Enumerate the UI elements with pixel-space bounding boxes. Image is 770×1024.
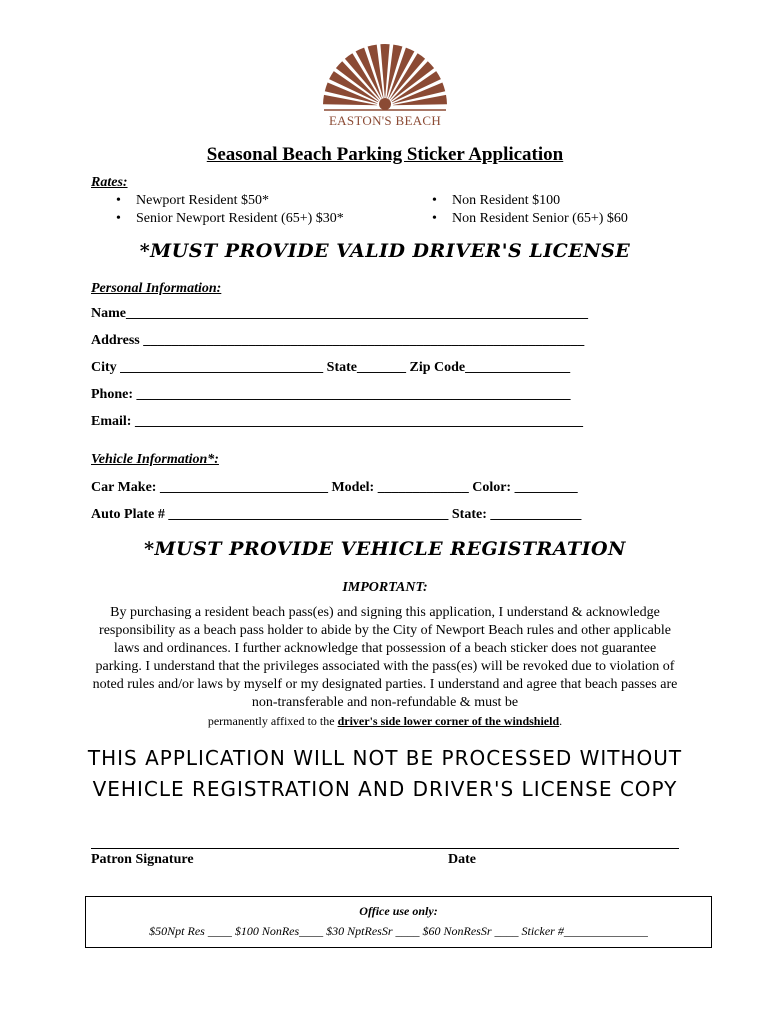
phone-field[interactable]: Phone: ______________________________________________________________ (91, 387, 571, 402)
last-line-suffix: . (559, 714, 563, 728)
rate-item: • Non Resident Senior (65+) $60 (452, 211, 628, 227)
city-state-zip-field[interactable]: City _____________________________ State_______ Zip Code_______________ (91, 360, 571, 375)
warning-line-2: VEHICLE REGISTRATION AND DRIVER'S LICENSE COPY (92, 777, 678, 801)
logo-text: EASTON'S BEACH (328, 113, 442, 128)
name-field[interactable]: Name__________________________________________________________________ (91, 306, 588, 321)
patron-signature-label: Patron Signature (91, 852, 194, 867)
email-field[interactable]: Email: ________________________________________________________________ (91, 414, 583, 429)
warning-line-1: THIS APPLICATION WILL NOT BE PROCESSED WITHOUT (87, 746, 683, 770)
rate-item: • Senior Newport Resident (65+) $30* (136, 211, 344, 227)
rates-label: Rates: (91, 175, 128, 190)
page-title: Seasonal Beach Parking Sticker Application (206, 144, 564, 165)
important-paragraph: By purchasing a resident beach pass(es) and signing this application, I understand & acknowledge responsibility as a beach pass holder to abide by the City of Newport Beach rules and other applicable laws and ordinances. I further acknowledge that possession of a beach sticker does not guarantee parking. I understand that the privileges associated with the pass(es) will be revoked due to violation of noted rules and/or laws by myself or my designated parties. I understand and agree that beach passes are non-transferable and non-refundable & must be (92, 605, 678, 710)
signature-line[interactable] (91, 848, 679, 849)
registration-notice: *MUST PROVIDE VEHICLE REGISTRATION (144, 538, 626, 560)
car-make-model-color-field[interactable]: Car Make: ________________________ Model: _____________ Color: _________ (91, 480, 578, 495)
office-use-title: Office use only: (359, 904, 438, 918)
important-last-line (90, 712, 680, 730)
vehicle-info-label: Vehicle Information*: (91, 452, 219, 467)
rate-item: • Newport Resident $50* (136, 193, 269, 209)
auto-plate-state-field[interactable]: Auto Plate # ________________________________________ State: _____________ (91, 507, 582, 522)
windshield-emphasis: driver's side lower corner of the windshield (337, 714, 560, 728)
license-notice: *MUST PROVIDE VALID DRIVER'S LICENSE (139, 240, 631, 262)
date-label: Date (448, 852, 476, 867)
last-line-prefix: permanently affixed to the (207, 714, 338, 728)
important-title: IMPORTANT: (342, 580, 428, 595)
rate-item: • Non Resident $100 (452, 193, 560, 209)
office-use-fields[interactable]: $50Npt Res ____ $100 NonRes____ $30 NptResSr ____ $60 NonResSr ____ Sticker #______________ (149, 924, 648, 938)
address-field[interactable]: Address _______________________________________________________________ (91, 333, 585, 348)
personal-info-label: Personal Information: (91, 281, 222, 296)
